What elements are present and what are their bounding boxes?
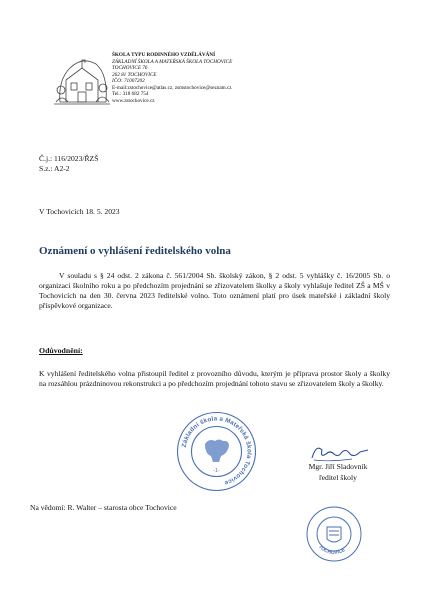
school-tel: Tel.: 318 682 754 xyxy=(112,91,149,97)
stamp-number: -1- xyxy=(213,468,220,474)
signatory-title: ředitel školy xyxy=(319,473,357,482)
school-web: www.zstochovice.cz xyxy=(112,97,155,104)
letterhead xyxy=(112,52,312,104)
justification-heading: Odůvodnění: xyxy=(39,346,83,355)
stamp-round-text: Základní škola a Mateřská škola Tochovice xyxy=(180,415,253,487)
paragraph-justification: K vyhlášení ředitelského volna přistoupil ředitel z provozního důvodu, kterým je příprava prostor školy a školky na rozsáhlou prázdninovou rekonstrukci a po předchozím projednání tohoto stavu se zřizovatelem školy a školky. xyxy=(39,369,390,388)
paragraph-announcement: V souladu s § 24 odst. 2 zákona č. 561/2004 Sb. školský zákon, § 2 odst. 5 vyhlášky č. 16/2005 Sb. o organizaci školního roku a po předchozím projednání se zřizovatelem školky a školy vyhlašuje ředitel ZŠ a MŠ v Tochovicích na den 30. června 2023 ředitelské volno. Toto oznámení platí pro úsek mateřské i základní školy příspěvkové organizace. xyxy=(39,271,390,310)
reference-cj: Č.j.: 116/2023/ŘZŠ xyxy=(39,154,99,163)
municipal-stamp xyxy=(305,505,363,563)
official-stamp xyxy=(175,410,258,493)
svg-text:TOCHOVICE xyxy=(317,544,347,556)
reference-sz: S.z.: A2-2 xyxy=(39,163,70,173)
date-line: V Tochovicích 18. 5. 2023 xyxy=(39,207,120,216)
municipal-stamp-text: TOCHOVICE xyxy=(317,544,347,557)
school-email: E-mail:zstochovice@atlas.cz, zsmstochovice@seznam.cz xyxy=(112,84,232,91)
footer-note: Na vědomí: R. Walter – starosta obce Tochovice xyxy=(30,503,177,512)
signatory-name: Mgr. Jiří Sladovník xyxy=(308,462,368,471)
school-name: ZÁKLADNÍ ŠKOLA A MATEŘSKÁ ŠKOLA TOCHOVICE xyxy=(112,58,233,65)
school-street: TOCHOVICE 76 xyxy=(112,65,148,71)
school-city: 262 81 TOCHOVICE xyxy=(112,71,157,78)
reference-block xyxy=(39,154,98,174)
school-type: ŠKOLA TYPU RODINNÉHO VZDĚLÁVÁNÍ xyxy=(112,52,216,58)
document-heading: Oznámení o vyhlášení ředitelského volna xyxy=(39,245,231,257)
school-logo xyxy=(52,50,112,108)
school-ico: IČO: 71007202 xyxy=(112,78,145,84)
